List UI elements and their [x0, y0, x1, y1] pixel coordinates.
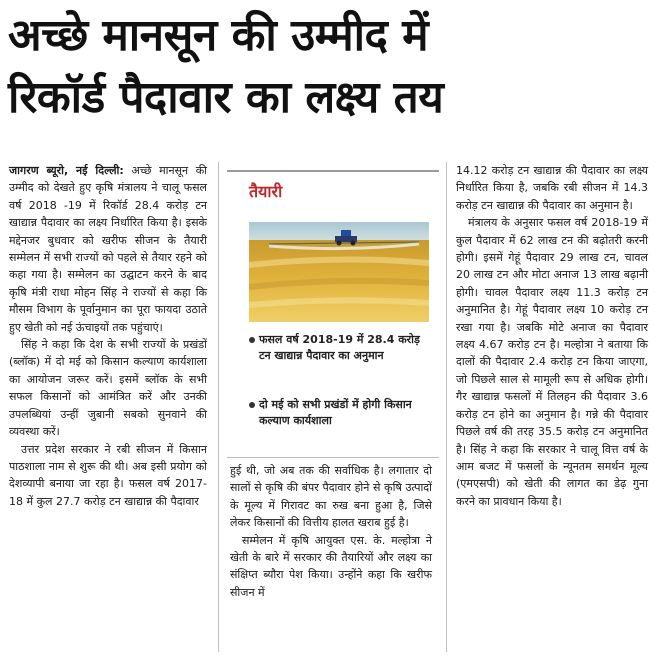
- column-divider: [446, 162, 447, 652]
- sidebar-bullet-text: दो मई को सभी प्रखंडों में होगी किसान कल्याण कार्यशाला: [259, 398, 412, 427]
- column-divider: [218, 162, 219, 652]
- article-paragraph: सिंह ने कहा कि देश के सभी राज्यों के प्रखंडों (ब्लॉक) में दो मई को किसान कल्याण कार्यशाला का आयोजन जरूर करें। इसमें ब्लॉक के सभी सफल किसानों को आमंत्रित करें और उनकी उपलब्धियां उन्हीं जुबानी सबको सुनवाने की व्यवस्था करें।: [9, 338, 207, 439]
- dateline: जागरण ब्यूरो, नई दिल्ली:: [9, 164, 124, 177]
- article-paragraph: सम्मेलन में कृषि आयुक्त एस. के. मल्होत्रा ने खेती के बारे में सरकार की तैयारियों और लक्ष्य का संक्षिप्त ब्यौरा पेश किया। उन्होंने कहा कि खरीफ सीजन में: [230, 533, 432, 599]
- sidebar-bullet-text: फसल वर्ष 2018-19 में 28.4 करोड़ टन खाद्यान्न पैदावार का अनुमान: [259, 333, 420, 362]
- article-column-2: [230, 462, 432, 601]
- article-column-3: [456, 162, 648, 510]
- bullet-dot-icon: [249, 402, 255, 408]
- headline-line-1: अच्छे मानसून की उम्मीद में: [8, 10, 429, 61]
- sidebar-box: [227, 170, 439, 458]
- bullet-dot-icon: [249, 337, 255, 343]
- sidebar-bullet: [249, 332, 434, 364]
- article-paragraph: मंत्रालय के अनुसार फसल वर्ष 2018-19 में कुल पैदावार में 62 लाख टन की बढ़ोतरी करनी होगी। इसमें गेहूं पैदावार 29 लाख टन, चावल 20 लाख टन और मोटा अनाज 13 लाख बढ़ानी होगी। चावल पैदावार लक्ष्य 11.3 करोड़ टन अनुमानित है। गेहूं पैदावार लक्ष्य 10 करोड़ टन रखा गया है। जबकि मोटे अनाज का पैदावार लक्ष्य 4.67 करोड़ टन है। मल्होत्रा ने बताया कि दालों की पैदावार 2.4 करोड़ टन किया जाएगा, जो पिछले साल से मामूली रूप से अधिक होगी। गैर खाद्यान्न फसलों में तिलहन की पैदावार 3.6 करोड़ टन होने का अनुमान है। गन्ने की पैदावार पिछले वर्ष की तरह 35.5 करोड़ टन अनुमानित है। सिंह ने कहा कि सरकार ने चालू वित्त वर्ष के आम बजट में फसलों के न्यूनतम समर्थन मूल्य (एमएसपी) को खेती की लागत का डेढ़ गुना करने का प्रावधान किया है।: [456, 216, 648, 508]
- article-column-1: [9, 162, 207, 510]
- sidebar-title: तैयारी: [249, 182, 283, 201]
- headline-line-2: रिकॉर्ड पैदावार का लक्ष्य तय: [8, 72, 444, 123]
- article-paragraph: हुई थी, जो अब तक की सर्वाधिक है। लगातार दो सालों से कृषि की बंपर पैदावार होने से कृषि उत्पादों के मूल्य में गिरावट का रुख बना हुआ है, जिसे लेकर किसानों की वित्तीय हालत खराब हुई है।: [230, 464, 432, 530]
- article-paragraph: उत्तर प्रदेश सरकार ने रबी सीजन में किसान पाठशाला नाम से शुरू की थी। अब इसी प्रयोग को देशव्यापी बनाया जा रहा है। फसल वर्ष 2017-18 में कुल 27.7 करोड़ टन खाद्यान्न की पैदावार: [9, 442, 207, 508]
- paragraph-text: अच्छे मानसून की उम्मीद को देखते हुए कृषि मंत्रालय ने चालू फसल वर्ष 2018 -19 में रिकॉर्ड 28.4 करोड़ टन खाद्यान्न पैदावार का लक्ष्य निर्धारित किया है। इसके मद्देनजर बुधवार को खरीफ सीजन के तैयारी सम्मेलन में सभी राज्यों को पहले से तैयार रहने को कहा गया है। सम्मेलन का उद्घाटन करने के बाद कृषि मंत्री राधा मोहन सिंह ने राज्यों से कहा कि मौसम विभाग के पूर्वानुमान का पूरा फायदा उठाते हुए खेती को नई ऊंचाइयों तक पहुंचाएं।: [9, 164, 207, 334]
- article-paragraph: [9, 162, 207, 336]
- crop-spraying-photo: [249, 222, 429, 322]
- article-paragraph: 14.12 करोड़ टन खाद्यान्न की पैदावार का लक्ष्य निर्धारित किया है, जबकि रबी सीजन में 14.3 करोड़ टन खाद्यान्न की पैदावार का अनुमान है।: [456, 164, 648, 212]
- sidebar-bullet: [249, 397, 434, 429]
